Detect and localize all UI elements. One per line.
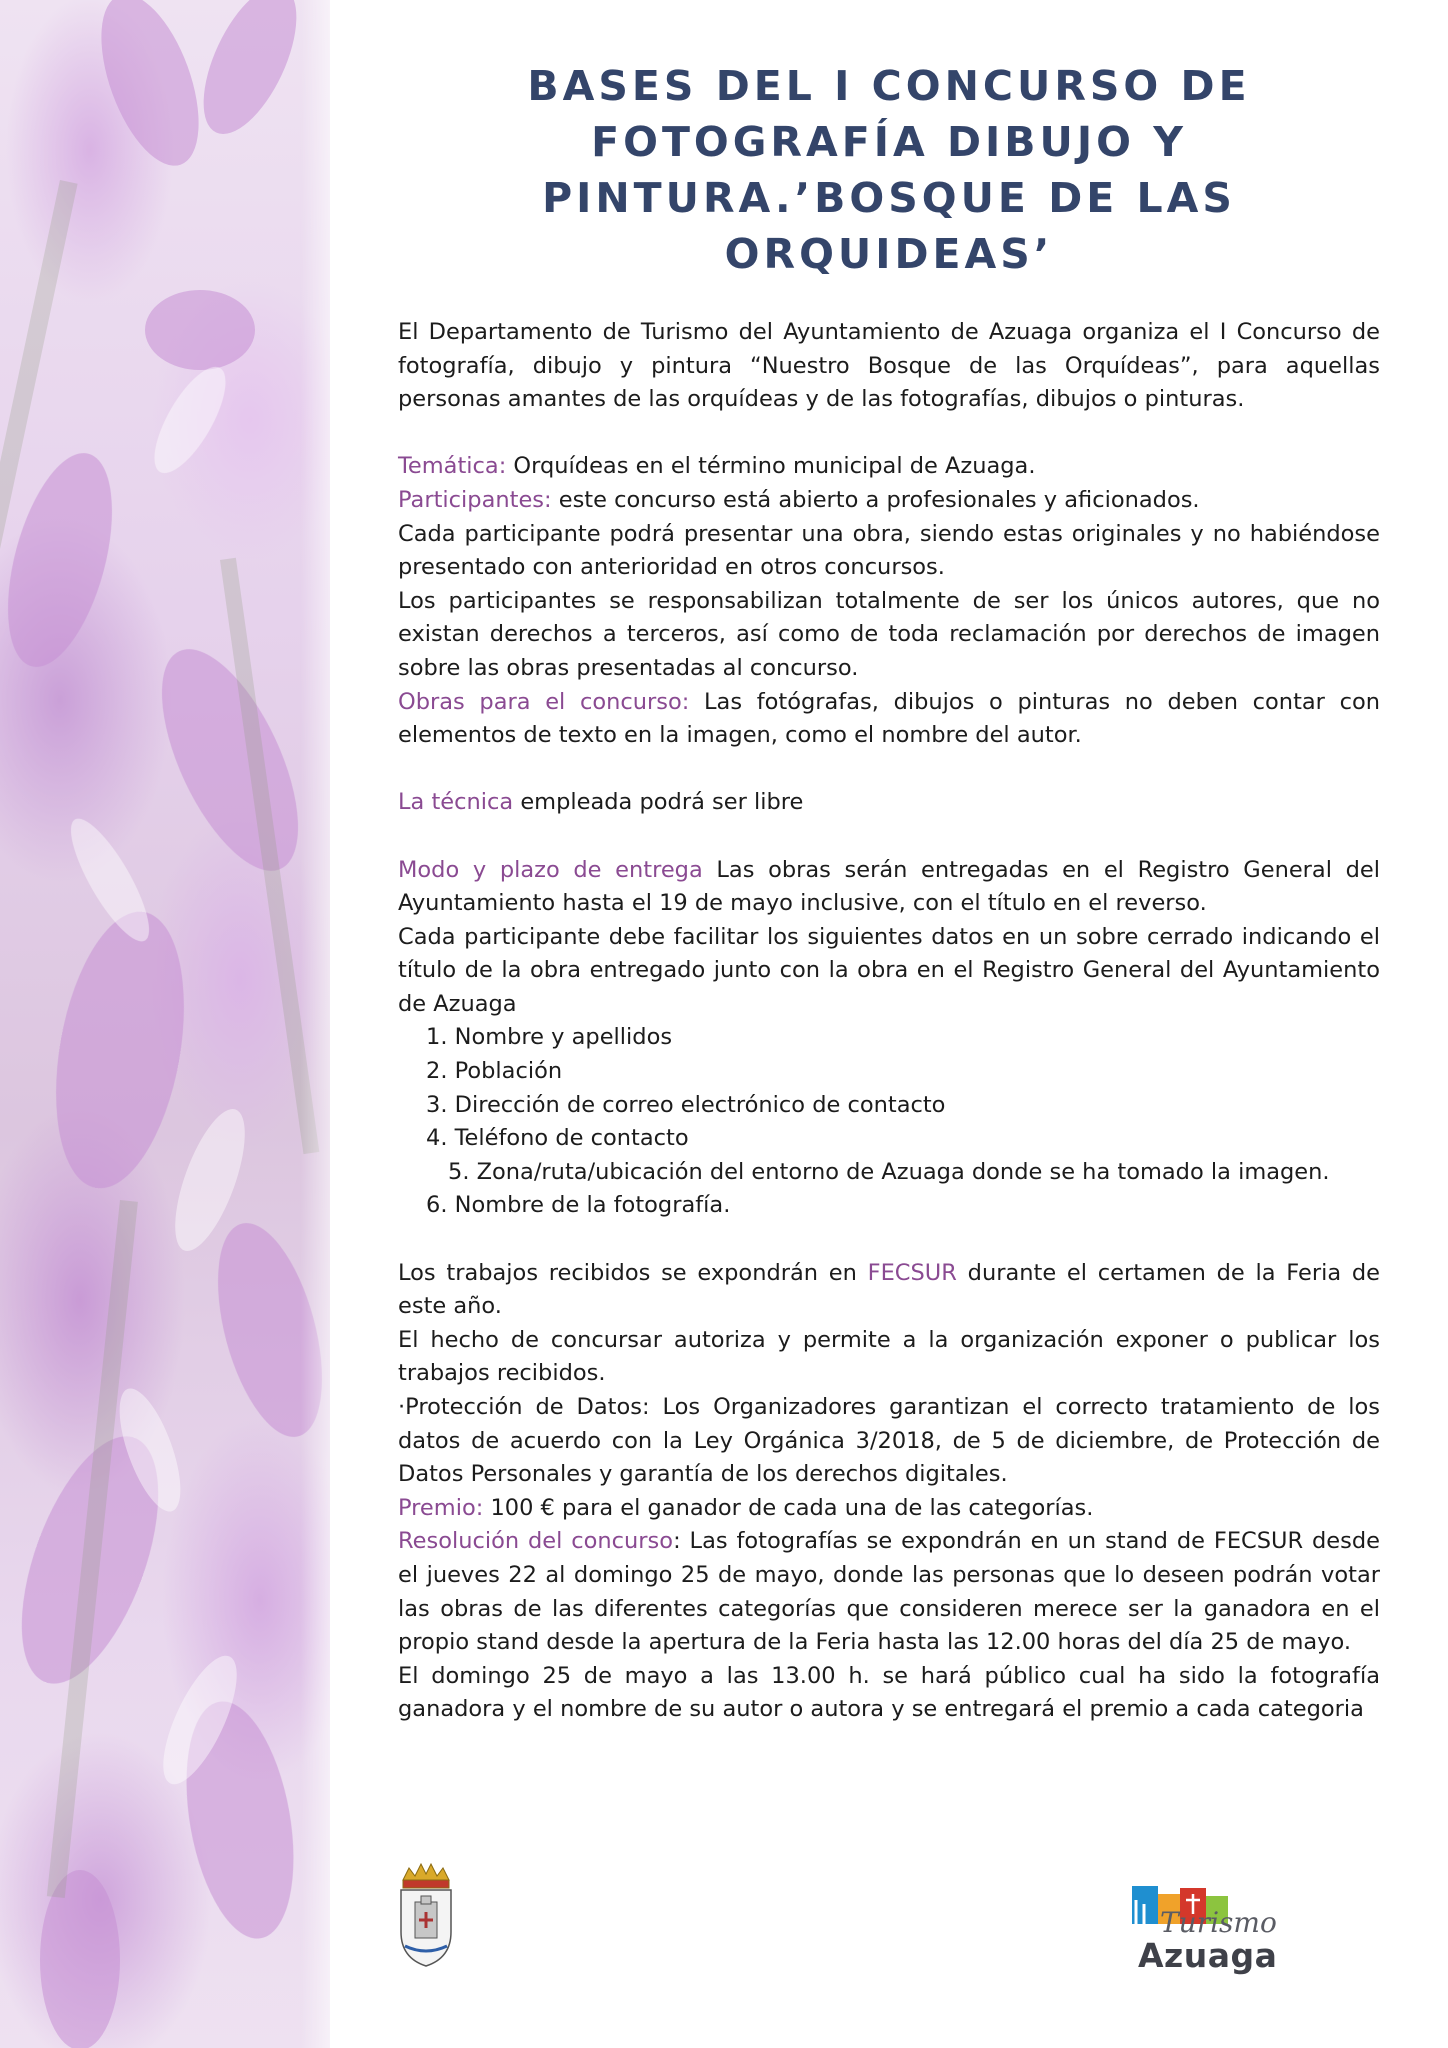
tematica-paragraph (398, 450, 1380, 484)
final-paragraph: El domingo 25 de mayo a las 13.00 h. se hará público cual ha sido la fotografía ganadora y el nombre de su autor o autora y se entregará el premio a cada categoria (398, 1662, 1380, 1723)
tematica-label: Temática: (398, 453, 507, 480)
resolucion-paragraph (398, 1525, 1380, 1659)
premio-text: 100 € para el ganador de cada una de las categorías. (483, 1494, 1094, 1521)
coat-of-arms-icon (395, 1862, 457, 1972)
document-content (398, 58, 1380, 1727)
page-title: BASES DEL I CONCURSO DE FOTOGRAFÍA DIBUJO Y PINTURA.’BOSQUE DE LAS ORQUIDEAS’ (527, 62, 1251, 278)
exposicion-paragraph (398, 1257, 1380, 1324)
tematica-text: Orquídeas en el término municipal de Azuaga. (506, 453, 1036, 480)
exposicion-text-before: Los trabajos recibidos se expondrán en (398, 1259, 868, 1286)
obras-text: Las fotógrafas, dibujos o pinturas no deben contar con elementos de texto en la imagen, como el nombre del autor. (398, 688, 1380, 749)
datos-intro-paragraph: Cada participante debe facilitar los siguientes datos en un sobre cerrado indicando el título de la obra entregado junto con la obra en el Registro General del Ayuntamiento de Azuaga (398, 923, 1380, 1017)
body-text (398, 316, 1380, 1727)
tecnica-paragraph (398, 786, 1380, 820)
obras-paragraph (398, 686, 1380, 753)
logo-script-text: Turismo (1160, 1906, 1277, 1939)
obras-label: Obras para el concurso: (398, 688, 690, 715)
participante-obra-paragraph: Cada participante podrá presentar una obra, siendo estas originales y no habiéndose presentado con anterioridad en otros concursos. (398, 520, 1380, 581)
list-item: 4. Teléfono de contacto (426, 1125, 689, 1152)
turismo-azuaga-logo (1126, 1880, 1281, 1975)
orchid-background-photo (0, 0, 330, 2048)
autoriza-paragraph: El hecho de concursar autoriza y permite a la organización exponer o publicar los trabajos recibidos. (398, 1326, 1380, 1387)
strip-fade (300, 0, 330, 2048)
orchid-illustration (0, 0, 330, 2048)
participantes-label: Participantes: (398, 486, 552, 513)
resolucion-text: : Las fotografías se expondrán en un stand de FECSUR desde el jueves 22 al domingo 25 de mayo, donde las personas que lo deseen podrán votar las obras de las diferentes categorías que consideren merece ser la ganadora en el propio stand desde la apertura de la Feria hasta las 12.00 horas del día 25 de mayo. (398, 1528, 1381, 1656)
list-item: 2. Población (426, 1058, 563, 1085)
list-item: 6. Nombre de la fotografía. (426, 1192, 731, 1219)
premio-label: Premio: (398, 1494, 484, 1521)
premio-paragraph (398, 1492, 1380, 1526)
intro-paragraph: El Departamento de Turismo del Ayuntamiento de Azuaga organiza el I Concurso de fotografía, dibujo y pintura “Nuestro Bosque de las Orquídeas”, para aquellas personas amantes de las orquídeas y de las fotografías, dibujos o pinturas. (398, 319, 1380, 413)
modo-label: Modo y plazo de entrega (398, 856, 703, 883)
list-item: 1. Nombre y apellidos (426, 1024, 673, 1051)
logo-word-text: Azuaga (1138, 1936, 1278, 1975)
fecsur-highlight: FECSUR (867, 1259, 957, 1286)
responsabilidad-paragraph: Los participantes se responsabilizan totalmente de ser los únicos autores, que no existan derechos a terceros, así como de toda reclamación por derechos de imagen sobre las obras presentadas al concurso. (398, 587, 1380, 681)
participantes-paragraph (398, 484, 1380, 518)
participantes-text: este concurso está abierto a profesionales y aficionados. (551, 486, 1200, 513)
modo-text: Las obras serán entregadas en el Registro General del Ayuntamiento hasta el 19 de mayo inclusive, con el título en el reverso. (398, 856, 1380, 917)
exposicion-text-after: durante el certamen de la Feria de este año. (398, 1259, 1380, 1320)
list-item: 5. Zona/ruta/ubicación del entorno de Azuaga donde se ha tomado la imagen. (448, 1158, 1330, 1185)
list-item: 3. Dirección de correo electrónico de contacto (426, 1091, 946, 1118)
proteccion-paragraph: ·Protección de Datos: Los Organizadores garantizan el correcto tratamiento de los datos de acuerdo con la Ley Orgánica 3/2018, de 5 de diciembre, de Protección de Datos Personales y garantía de los derechos digitales. (398, 1394, 1380, 1488)
tecnica-text: empleada podrá ser libre (513, 789, 804, 816)
resolucion-label: Resolución del concurso (398, 1528, 674, 1555)
tecnica-label: La técnica (398, 789, 514, 816)
datos-list (398, 1021, 1380, 1223)
modo-paragraph (398, 854, 1380, 921)
